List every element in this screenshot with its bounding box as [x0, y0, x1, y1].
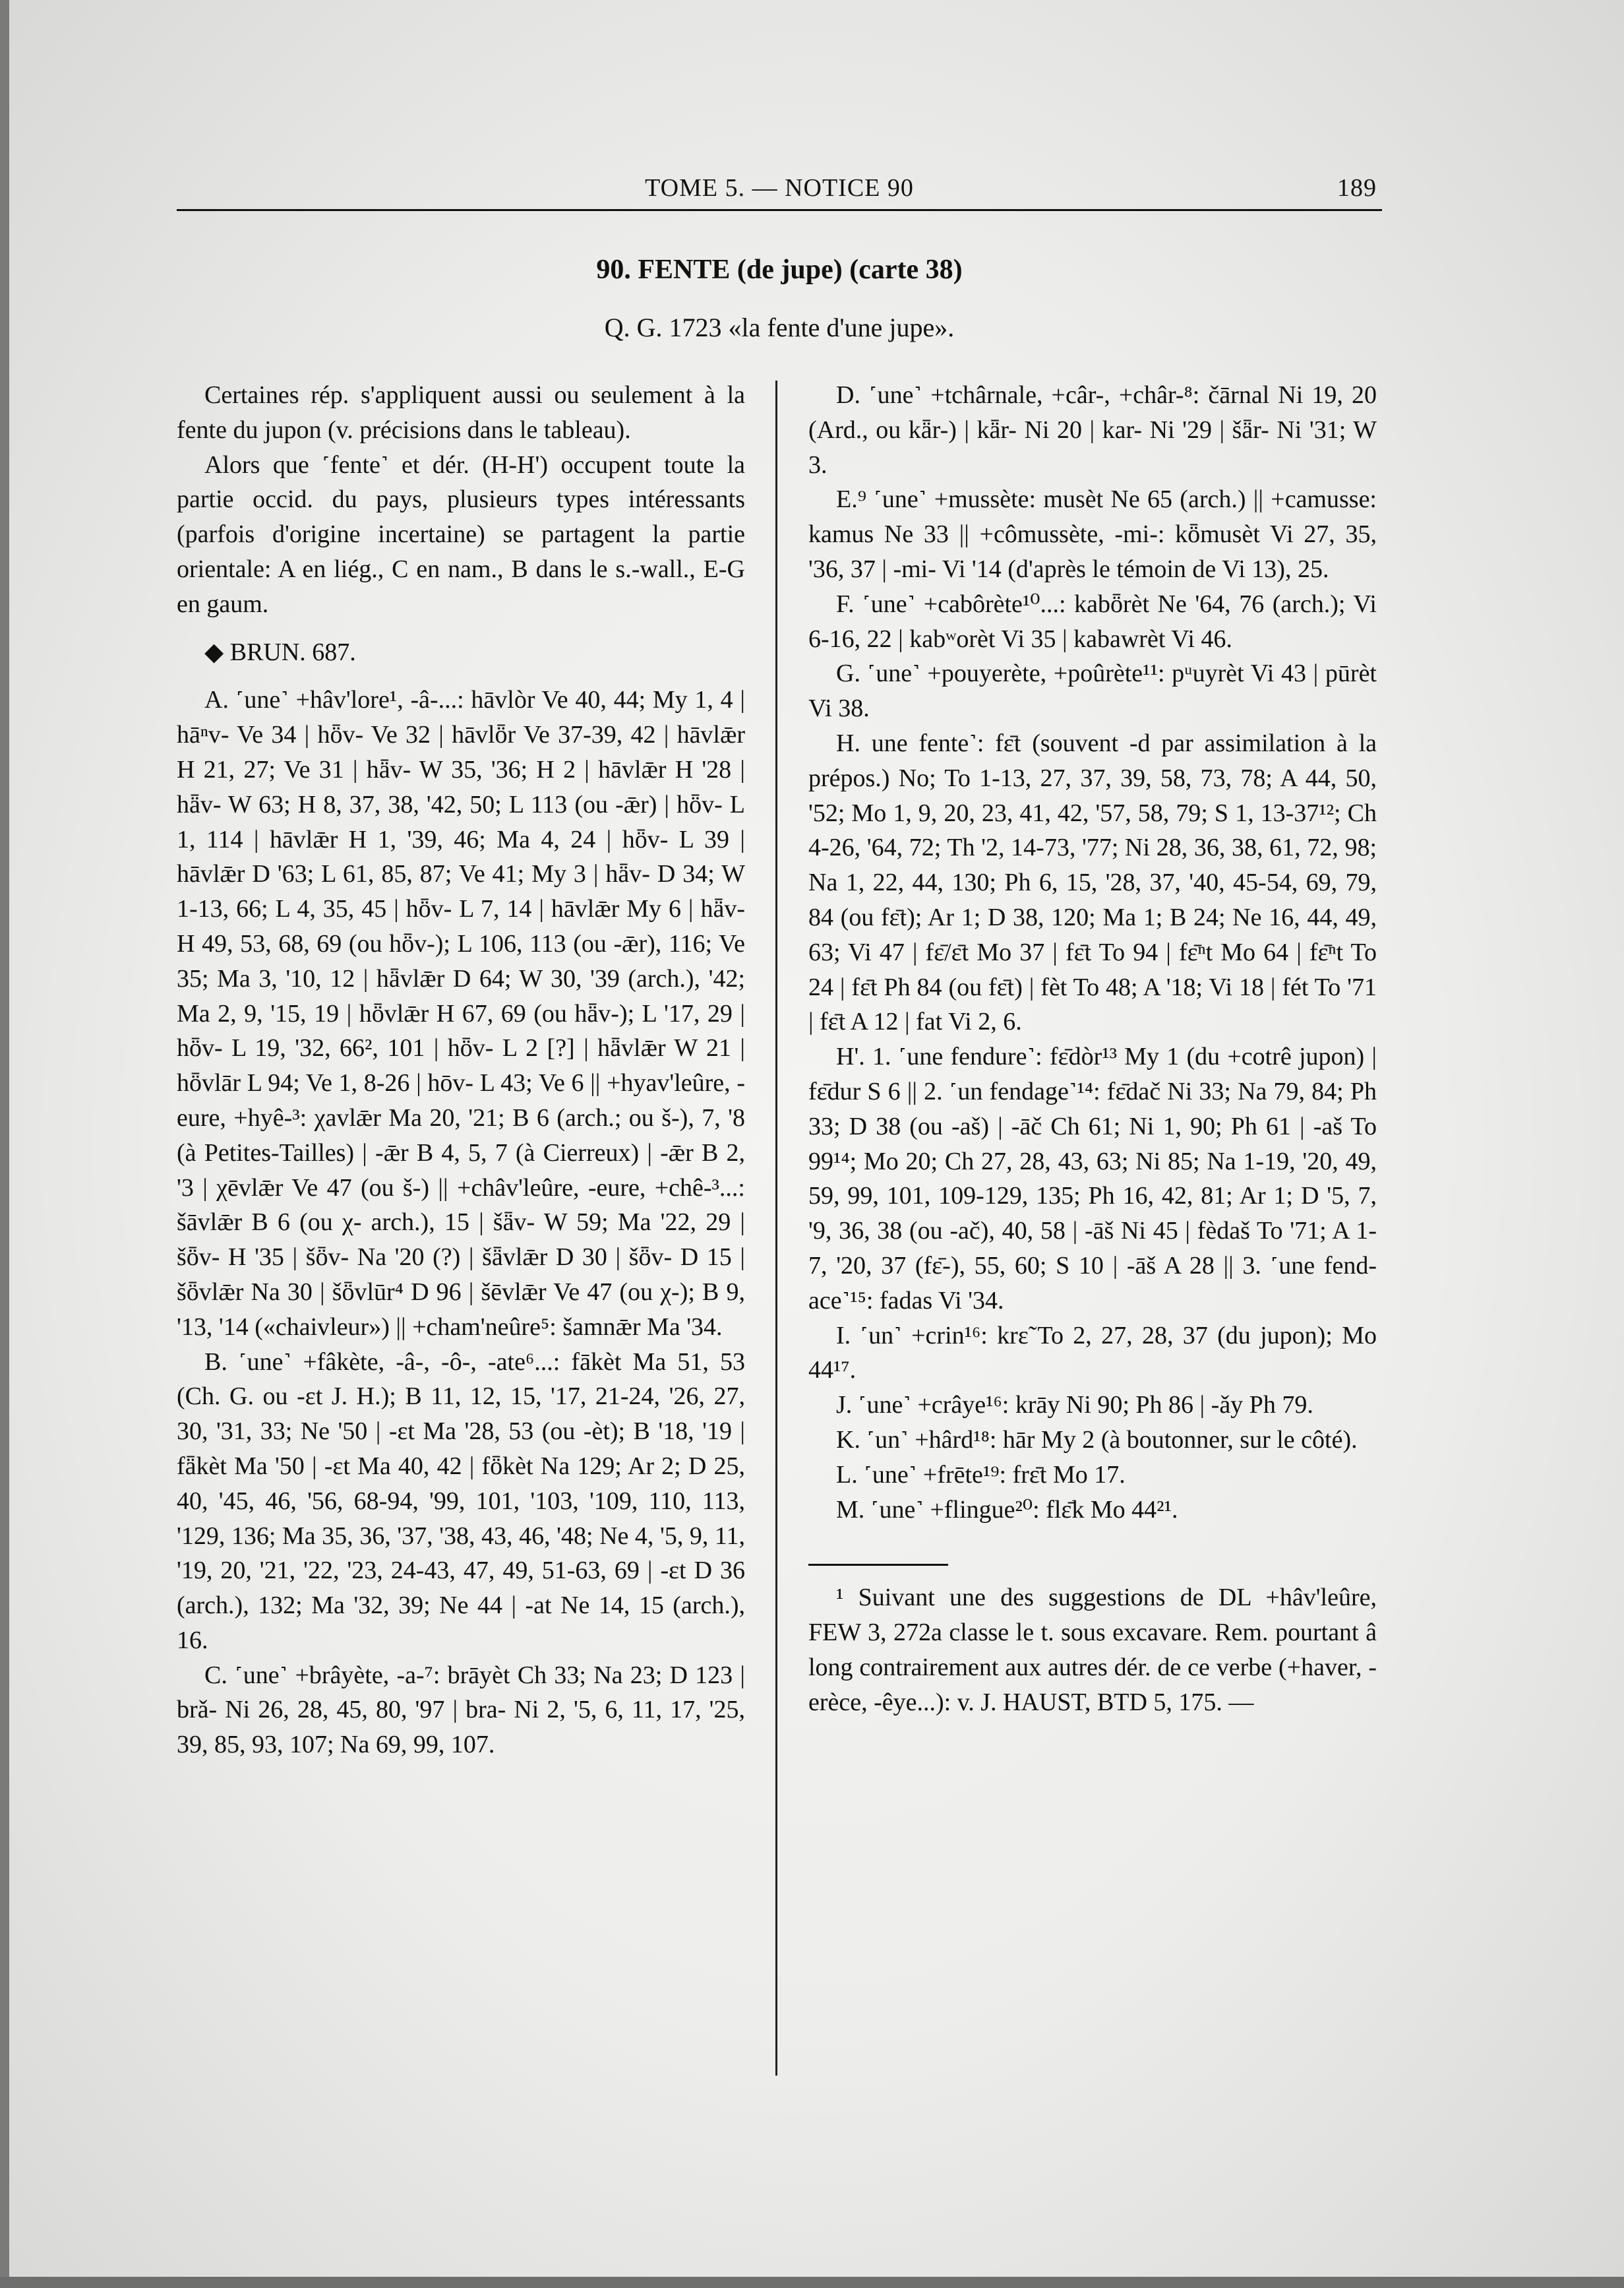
book-page: [177, 168, 1382, 2081]
entry-i: I. ˹un˺ +crin¹⁶: krɛ̃ To 2, 27, 28, 37 (du jupon); Mo 44¹⁷.: [808, 1321, 1377, 1384]
entry-k: K. ˹un˺ +hârd¹⁸: hār My 2 (à boutonner, sur le côté).: [836, 1425, 1358, 1454]
running-title: TOME 5. — NOTICE 90: [645, 174, 914, 202]
entry-l: L. ˹une˺ +frēte¹⁹: frɛ̄t Mo 17.: [836, 1460, 1126, 1489]
entry-b: B. ˹une˺ +fâkète, -â-, -ô-, -ate⁶...: fākèt Ma 51, 53 (Ch. G. ou -ɛt J. H.); B 11, 12, 15, '17, 21-24, '26, 27, 30, '31, 33; Ne '50 | -ɛt Ma '28, 53 (ou -èt); B '18, '19 | fǟkèt Ma '50 | -ɛt Ma 40, 42 | fȫkèt Na 129; Ar 2; D 25, 40, '45, 46, '56, 68-94, '99, 101, '103, '109, 110, 113, '129, 136; Ma 35, 36, '37, '38, 43, 46, '48; Ne 4, '5, 9, 11, '19, 20, '21, '22, '23, 24-43, 47, 49, 51-63, 69 | -ɛt D 36 (arch.), 132; Ma '32, 39; Ne 44 | -at Ne 14, 15 (arch.), 16.: [177, 1347, 745, 1654]
entry-c: C. ˹une˺ +brâyète, -a-⁷: brāyèt Ch 33; Na 23; D 123 | brǎ- Ni 26, 28, 45, 80, '97 | bra- Ni 2, '5, 6, 11, 17, '25, 39, 85, 93, 107; Na 69, 99, 107.: [177, 1661, 745, 1759]
entry-e: E.⁹ ˹une˺ +mussète: musèt Ne 65 (arch.) || +camusse: kamus Ne 33 || +cômussète, -mi-: kȫmusèt Vi 27, 35, '36, 37 | -mi- Vi '14 (d'après le témoin de Vi 13), 25.: [808, 485, 1377, 583]
entry-h-prime: H'. 1. ˹une fendure˺: fɛ̄dòr¹³ My 1 (du +cotrê jupon) | fɛ̄dur S 6 || 2. ˹un fendage˺¹⁴: fɛ̄dač Ni 33; Na 79, 84; Ph 33; D 38 (ou -aš) | -āč Ch 61; Ni 1, 90; Ph 61 | -aš To 99¹⁴; Mo 20; Ch 27, 28, 43, 63; Ni 85; Na 1-19, '20, 49, 59, 99, 101, 109-129, 135; Ph 16, 42, 81; Ar 1; D '5, 7, '9, 36, 38 (ou -ač), 40, 58 | -āš Ni 45 | fèdaš To '71; A 1-7, '20, 37 (fɛ̄-), 55, 60; S 10 | -āš A 28 || 3. ˹une fend-ace˺¹⁵: fadas Vi '34.: [808, 1043, 1377, 1314]
article-title: 90. FENTE (de jupe) (carte 38): [596, 255, 963, 285]
entry-a: A. ˹une˺ +hâv'lore¹, -â-...: hāvlòr Ve 40, 44; My 1, 4 | hāⁿv- Ve 34 | hȫv- Ve 32 | hāvlȫr Ve 37-39, 42 | hāvlǣr H 21, 27; Ve 31 | hǟv- W 35, '36; H 2 | hāvlǣr H '28 | hǟv- W 63; H 8, 37, 38, '42, 50; L 113 (ou -ǣr) | hȫv- L 1, 114 | hāvlǣr H 1, '39, 46; Ma 4, 24 | hȫv- L 39 | hāvlǣr D '63; L 61, 85, 87; Ve 41; My 3 | hǟv- D 34; W 1-13, 66; L 4, 35, 45 | hȫv- L 7, 14 | hāvlǣr My 6 | hǟv- H 49, 53, 68, 69 (ou hȫv-); L 106, 113 (ou -ǣr), 116; Ve 35; Ma 3, '10, 12 | hǟvlǣr D 64; W 30, '39 (arch.), '42; Ma 2, 9, '15, 19 | hȫvlǣr H 67, 69 (ou hǟv-); L '17, 29 | hȫv- L 19, '32, 66², 101 | hȫv- L 2 [?] | hǟvlǣr W 21 | hȫvlār L 94; Ve 1, 8-26 | hōv- L 43; Ve 6 || +hyav'leûre, -eure, +hyê-³: χavlǣr Ma 20, '21; B 6 (arch.; ou š-), 7, '8 (à Petites-Tailles) | -ǣr B 4, 5, 7 (à Cierreux) | -ǣr B 2, '3 | χēvlǣr Ve 47 (ou š-) || +châv'leûre, -eure, +chê-³...: šāvlǣr B 6 (ou χ- arch.), 15 | šǟv- W 59; Ma '22, 29 | šȫv- H '35 | šȫv- Na '20 (?) | šǟvlǣr D 30 | šȫv- D 15 | šȫvlǣr Na 30 | šȫvlūr⁴ D 96 | šēvlǣr Ve 47 (ou χ-); B 9, '13, '14 («chaivleur») || +cham'neûre⁵: šamnǣr Ma '34.: [177, 686, 745, 1341]
right-column: [808, 378, 1377, 1719]
scan-edge-left: [0, 0, 9, 2288]
entry-g: G. ˹une˺ +pouyerète, +poûrète¹¹: pᵘuyrèt Vi 43 | pūrèt Vi 38.: [808, 660, 1377, 723]
scan-edge-bottom: [0, 2277, 1624, 2288]
reference-brun: ◆ BRUN. 687.: [204, 638, 356, 666]
entry-h: H. une fente˺: fɛ̄t (souvent -d par assimilation à la prépos.) No; To 1-13, 27, 37, 39, 58, 73, 78; A 44, 50, '52; Mo 1, 9, 20, 23, 41, 42, '57, 58, 79; S 1, 13-37¹²; Ch 4-26, '64, 72; Th '2, 14-73, '77; Ni 28, 36, 38, 61, 72, 98; Na 1, 22, 44, 130; Ph 6, 15, '28, 37, '40, 45-54, 69, 79, 84 (ou fɛ̄t); Ar 1; D 38, 120; Ma 1; B 24; Ne 16, 44, 49, 63; Vi 47 | fɛ̄/ɛ̄t Mo 37 | fɛ̄t To 94 | fɛ̄ⁿt Mo 64 | fɛ̄ⁿt To 24 | fɛ̄t Ph 84 (ou fɛ̄t) | fèt To 48; A '18; Vi 18 | fét To '71 | fɛ̄t A 12 | fat Vi 2, 6.: [808, 729, 1377, 1036]
entry-j: J. ˹une˺ +crâye¹⁶: krāy Ni 90; Ph 86 | -ǎy Ph 79.: [836, 1391, 1313, 1419]
article-subtitle: Q. G. 1723 «la fente d'une jupe».: [604, 313, 955, 342]
entry-f: F. ˹une˺ +cabôrète¹⁰...: kabȫrèt Ne '64, 76 (arch.); Vi 6-16, 22 | kabʷorèt Vi 35 | kabawrèt Vi 46.: [808, 590, 1377, 653]
footnote-rule: [808, 1564, 948, 1566]
page-number: 189: [1337, 174, 1377, 202]
footnote-1: ¹ Suivant une des suggestions de DL +hâv'leûre, FEW 3, 272a classe le t. sous excavare. Rem. pourtant â long contrairement aux autres dér. de ce verbe (+haver, -erèce, -êye...): v. J. HAUST, BTD 5, 175. —: [808, 1584, 1377, 1716]
left-column: [177, 378, 745, 1762]
column-divider: [775, 381, 777, 2076]
paragraph-intro-2: Alors que ˹fente˺ et dér. (H-H') occupent toute la partie occid. du pays, plusieurs types intéressants (parfois d'origine incertaine) se partagent la partie orientale: A en liég., C en nam., B dans le s.-wall., E-G en gaum.: [177, 450, 745, 618]
entry-m: M. ˹une˺ +flingue²⁰: flɛ̄k Mo 44²¹.: [836, 1495, 1178, 1524]
running-header: [177, 168, 1382, 211]
paragraph-intro-1: Certaines rép. s'appliquent aussi ou seulement à la fente du jupon (v. précisions dans le tableau).: [177, 381, 745, 444]
entry-d: D. ˹une˺ +tchârnale, +câr-, +châr-⁸: čārnal Ni 19, 20 (Ard., ou kǟr-) | kǟr- Ni 20 | kar- Ni '29 | šǟr- Ni '31; W 3.: [808, 381, 1377, 479]
